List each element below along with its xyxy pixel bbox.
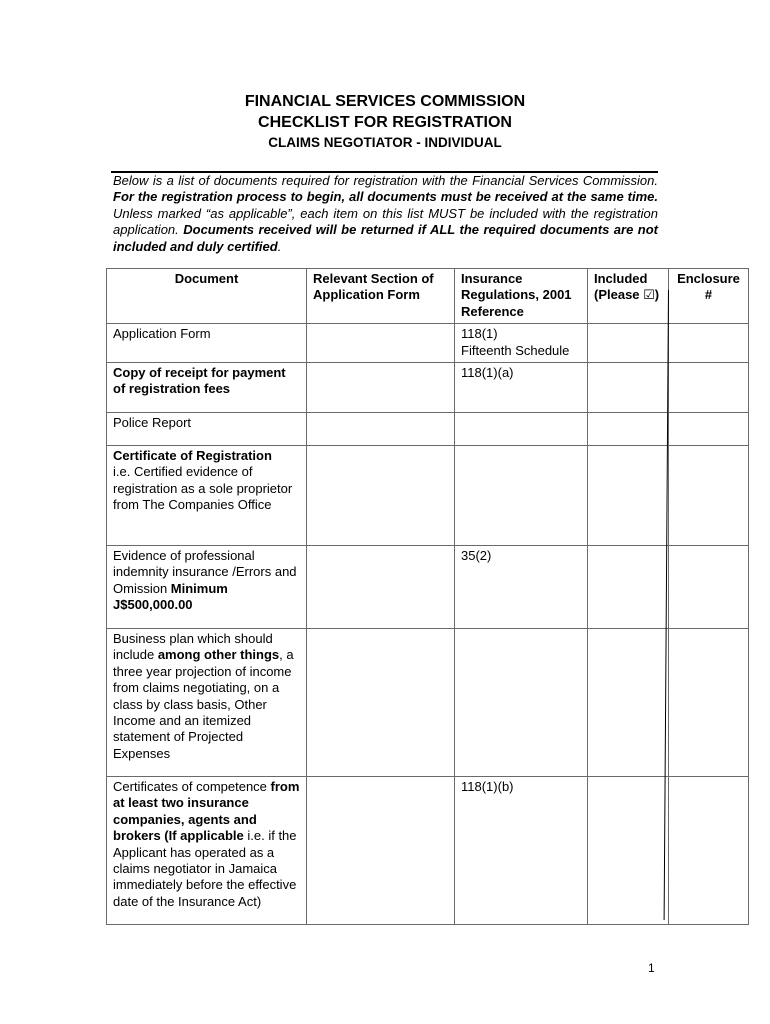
checklist-table: [106, 268, 749, 925]
section-cell[interactable]: [307, 546, 455, 629]
doc-cell: [107, 629, 307, 777]
included-cell[interactable]: [588, 629, 669, 777]
section-cell[interactable]: [307, 363, 455, 413]
table-header-row: [107, 269, 749, 324]
document-title: FINANCIAL SERVICES COMMISSION: [244, 93, 526, 110]
table-row: [107, 324, 749, 363]
intro-text-2: Unless marked “as applicable”, each item on this list MUST be included with the registration application.: [113, 205, 658, 238]
section-cell[interactable]: [307, 413, 455, 446]
doc-text-bold: Minimum J$500,000.00: [113, 580, 228, 613]
enclosure-cell[interactable]: [669, 546, 749, 629]
table-row: [107, 413, 749, 446]
doc-text: Business plan which should include: [113, 631, 273, 663]
header-regulations: Insurance Regulations, 2001 Reference: [455, 269, 588, 324]
header-enclosure: Enclosure #: [669, 269, 749, 324]
doc-cell: [107, 777, 307, 925]
document-subtitle: CHECKLIST FOR REGISTRATION: [258, 114, 512, 131]
section-cell[interactable]: [307, 324, 455, 363]
intro-text-3: .: [277, 238, 282, 254]
included-cell[interactable]: [588, 777, 669, 925]
enclosure-cell[interactable]: [669, 777, 749, 925]
included-cell[interactable]: [588, 363, 669, 413]
intro-paragraph: [113, 173, 658, 255]
enclosure-cell[interactable]: [669, 446, 749, 546]
doc-cell: [107, 546, 307, 629]
table-row: [107, 446, 749, 546]
doc-text: i.e. if the Applicant has operated as a claims negotiator in Jamaica immediately before the effective date of the Insurance Act): [113, 828, 297, 909]
enclosure-cell[interactable]: [669, 629, 749, 777]
doc-text-bold: from at least two insurance companies, agents and brokers (If applicable: [113, 779, 300, 844]
doc-text: i.e. Certified evidence of registration as a sole proprietor from The Companies Office: [113, 464, 293, 513]
doc-text-bold: Certificate of Registration: [113, 448, 272, 464]
doc-text: , a three year projection of income from claims negotiating, on a class by class basis, Other Income and an itemized statement of Projected Expenses: [113, 647, 294, 761]
enclosure-cell[interactable]: [669, 413, 749, 446]
doc-cell: [107, 363, 307, 413]
table-row: [107, 546, 749, 629]
table-row: [107, 777, 749, 925]
table-row: [107, 629, 749, 777]
intro-bold-2: Documents received will be returned if ALL the required documents are not included and duly certified: [113, 222, 658, 254]
doc-text: Police Report: [113, 415, 192, 431]
doc-text: Certificates of competence: [113, 779, 271, 795]
doc-cell: [107, 324, 307, 363]
reg-cell: [455, 413, 588, 446]
doc-cell: [107, 413, 307, 446]
section-cell[interactable]: [307, 629, 455, 777]
header-document: Document: [107, 269, 307, 324]
intro-text-1: Below is a list of documents required for registration with the Financial Services Commission.: [113, 173, 658, 188]
page-number: 1: [648, 961, 655, 975]
doc-text: Application Form: [113, 326, 211, 342]
included-cell[interactable]: [588, 546, 669, 629]
reg-cell: 118(1) Fifteenth Schedule: [455, 324, 588, 363]
intro-bold-1: For the registration process to begin, all documents must be received at the same time.: [113, 189, 658, 205]
included-cell[interactable]: [588, 446, 669, 546]
table-row: [107, 363, 749, 413]
enclosure-cell[interactable]: [669, 363, 749, 413]
doc-text: Evidence of professional indemnity insurance /Errors and Omission: [113, 548, 297, 596]
doc-cell: [107, 446, 307, 546]
included-cell[interactable]: [588, 324, 669, 363]
reg-cell: [455, 629, 588, 777]
reg-cell: 118(1)(a): [455, 363, 588, 413]
reg-cell: 35(2): [455, 546, 588, 629]
document-category: CLAIMS NEGOTIATOR - INDIVIDUAL: [268, 135, 502, 150]
reg-cell: [455, 446, 588, 546]
enclosure-cell[interactable]: [669, 324, 749, 363]
section-cell[interactable]: [307, 446, 455, 546]
header-section: Relevant Section of Application Form: [307, 269, 455, 324]
doc-text-bold: Copy of receipt for payment of registration fees: [113, 365, 286, 397]
reg-cell: 118(1)(b): [455, 777, 588, 925]
included-cell[interactable]: [588, 413, 669, 446]
section-cell[interactable]: [307, 777, 455, 925]
doc-text-bold: among other things: [157, 647, 280, 663]
header-included: Included (Please ☑): [588, 269, 669, 324]
